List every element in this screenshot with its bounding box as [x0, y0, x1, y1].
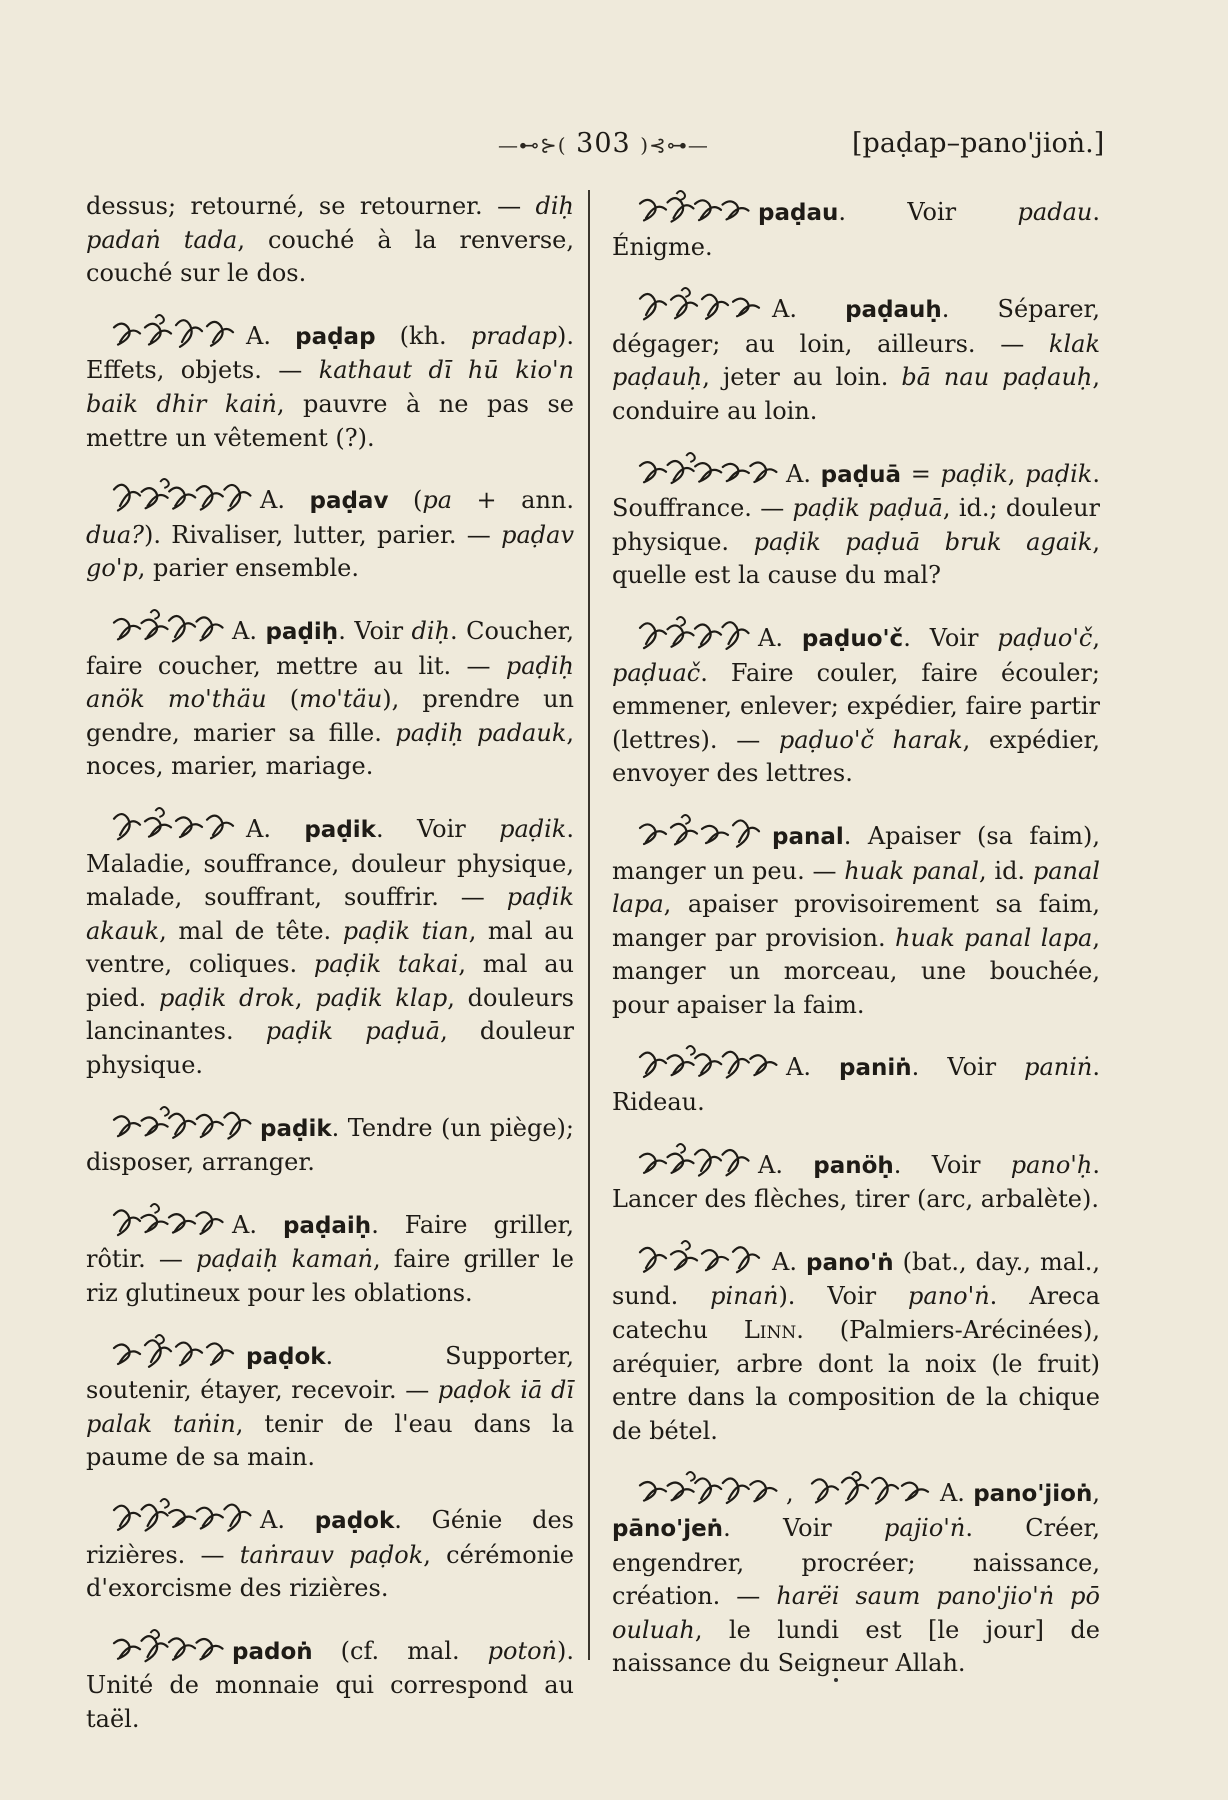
continued-entry	[86, 190, 574, 291]
definition-text: ,	[294, 983, 316, 1012]
dictionary-entry	[612, 190, 1100, 264]
cham-script-padap-icon	[112, 314, 236, 348]
example-phrase: mo'täu	[299, 685, 383, 714]
cham-script-padau-icon	[638, 190, 748, 224]
definition-text: A.	[786, 1053, 840, 1082]
example-phrase: paḍik paḍuā	[792, 494, 943, 523]
example-phrase: pinaṅ	[710, 1282, 779, 1311]
headword: paḍau	[758, 200, 839, 226]
headword: panöḥ	[813, 1152, 894, 1179]
cham-script-panojen-icon	[810, 1471, 930, 1505]
example-phrase: diḥ padaṅ tada	[86, 192, 574, 254]
definition-text: =	[901, 459, 941, 488]
headword: pano'ṅ	[806, 1249, 894, 1276]
author-abbrev: Linn.	[743, 1316, 804, 1345]
example-phrase: paḍik tian	[342, 916, 469, 945]
definition-text: ,	[1092, 1479, 1100, 1508]
dictionary-entry	[612, 452, 1100, 593]
definition-text: , id.	[978, 856, 1033, 885]
definition-text: ). Unité de monnaie qui correspond au taël.	[86, 1636, 574, 1733]
example-phrase: pano'ḥ	[1010, 1150, 1093, 1179]
example-phrase: paḍik	[499, 814, 567, 843]
definition-text: ), prendre un gendre, marier sa fille.	[86, 685, 574, 747]
definition-text: . Voir	[838, 198, 1018, 226]
definition-text: , manger un morceau, une bouchée, pour apaiser la faim.	[612, 923, 1101, 1019]
definition-text: . Souffrance. —	[612, 459, 1100, 523]
dictionary-entry	[612, 287, 1100, 428]
dictionary-entry	[86, 1498, 574, 1606]
dictionary-entry	[612, 1143, 1100, 1217]
definition-text: , couché à la renverse, couché sur le dos.	[86, 225, 575, 288]
example-phrase: padau	[1017, 198, 1093, 226]
definition-text: . Voir	[911, 1053, 1025, 1082]
definition-text: , parier ensemble.	[137, 554, 359, 583]
headword: paḍuo'č	[801, 625, 904, 652]
example-phrase: paḍik klap	[315, 983, 448, 1012]
ink-speck	[834, 1678, 838, 1682]
headword: paḍok	[246, 1343, 326, 1370]
example-phrase: huak panal	[844, 856, 979, 885]
headword: paḍap	[295, 323, 376, 350]
definition-text: , conduire au loin.	[612, 363, 1100, 425]
headword: pano'jioṅ	[973, 1481, 1093, 1508]
definition-text: . Génie des rizières. —	[86, 1506, 574, 1569]
definition-text: , mal au pied.	[86, 950, 574, 1012]
dictionary-entry	[86, 478, 574, 586]
example-phrase: paḍiḥ padauk	[395, 718, 567, 747]
definition-text: A.	[772, 295, 846, 324]
definition-text: A.	[758, 623, 802, 652]
example-phrase: paḍik	[1025, 459, 1093, 488]
definition-text: , mal au ventre, coliques.	[86, 916, 574, 979]
definition-text: A.	[758, 1150, 814, 1179]
definition-text: . Voir	[893, 1150, 1011, 1179]
example-phrase: diḥ	[411, 616, 451, 645]
definition-text: . Séparer, dégager; au loin, ailleurs. —	[612, 295, 1100, 358]
cham-script-paduoc-icon	[638, 616, 748, 650]
definition-text: , le lundi est [le jour] de naissance du Seigneur Allah.	[612, 1615, 1100, 1678]
definition-text: , id.; douleur physique.	[612, 494, 1101, 556]
left-column	[86, 190, 574, 1760]
definition-text: , faire griller le riz glutineux pour les oblations.	[86, 1245, 575, 1308]
right-column	[612, 190, 1100, 1704]
cham-script-padih-icon	[112, 609, 222, 643]
example-phrase: harëi saum pano'jio'ṅ pō ouluah	[612, 1582, 1100, 1644]
example-phrase: paḍik paḍuā	[265, 1017, 441, 1046]
definition-text: , mal de tête.	[159, 916, 343, 945]
example-phrase: taṅrauv paḍok	[239, 1540, 424, 1569]
dictionary-entry	[612, 1045, 1100, 1119]
headword: paḍik	[260, 1115, 332, 1142]
headword: panal	[772, 823, 844, 850]
dictionary-entry	[612, 1240, 1100, 1449]
definition-text: A.	[232, 616, 266, 645]
definition-text: . Maladie, souffrance, douleur physique, malade, souffrant, souffrir. —	[86, 814, 574, 912]
headword: paḍik	[304, 816, 376, 843]
definition-text: . Énigme.	[612, 198, 1100, 261]
example-phrase: klak paḍauḥ	[612, 329, 1100, 392]
example-phrase: paḍok iā dī palak taṅin	[86, 1376, 574, 1438]
dictionary-entry	[86, 314, 574, 455]
example-phrase: pa	[422, 486, 453, 515]
example-phrase: paḍaiḥ kamaṅ	[196, 1245, 373, 1274]
definition-text: . Créer, engendrer, procréer; naissance, création. —	[612, 1514, 1100, 1611]
definition-text: , cérémonie d'exorcisme des rizières.	[86, 1540, 574, 1603]
cham-script-padik2-icon	[112, 1106, 250, 1140]
cham-script-panon-icon	[638, 1240, 762, 1274]
dictionary-entry	[86, 1629, 574, 1737]
definition-text: . Voir	[375, 814, 500, 843]
cham-script-padauh-icon	[638, 287, 762, 321]
definition-text: , expédier, envoyer des lettres.	[612, 725, 1100, 788]
headword: paḍuā	[820, 461, 901, 488]
example-phrase: paḍik paḍuā bruk agaik	[753, 527, 1093, 556]
example-phrase: paḍik takai	[313, 950, 459, 979]
cham-script-panojion-icon	[638, 1471, 776, 1505]
cham-script-padik-icon	[112, 807, 236, 841]
definition-text: (cf. mal.	[312, 1636, 488, 1665]
dictionary-entry	[86, 1203, 574, 1311]
definition-text: (	[266, 685, 300, 714]
example-phrase: pano'ṅ	[908, 1282, 990, 1311]
cham-script-padon-icon	[112, 1629, 222, 1663]
cham-script-padaih-icon	[112, 1203, 222, 1237]
cham-script-padav-icon	[112, 478, 250, 512]
definition-text: . Apaiser (sa faim), manger un peu. —	[612, 821, 1100, 885]
example-phrase: paḍuo'č harak	[778, 725, 963, 754]
definition-text: , apaiser provisoirement sa faim, manger par provision.	[612, 890, 1100, 952]
example-phrase: kathaut dī hū kio'n baik dhir kaiṅ	[86, 356, 574, 418]
headword: padoṅ	[232, 1638, 313, 1665]
definition-text: A.	[772, 1247, 807, 1276]
definition-text: A.	[246, 814, 305, 843]
example-phrase: paḍav go'p	[86, 520, 574, 583]
cham-script-panin-icon	[638, 1045, 776, 1079]
definition-text: ,	[1092, 623, 1100, 652]
definition-text: . Rideau.	[612, 1053, 1100, 1117]
definition-text: A.	[786, 459, 821, 488]
definition-text: dessus; retourné, se retourner. —	[86, 192, 536, 220]
definition-text: A.	[260, 486, 310, 515]
ornament-left: —⊷⊱(	[498, 133, 567, 157]
cham-script-padua-icon	[638, 452, 776, 486]
cham-script-padok2-icon	[112, 1498, 250, 1532]
definition-text: . Voir	[338, 616, 412, 645]
dictionary-entry	[86, 1106, 574, 1180]
definition-text: ). Rivaliser, lutter, parier. —	[144, 520, 502, 549]
definition-text: + ann.	[452, 486, 575, 515]
cham-script-panal-icon	[638, 814, 762, 848]
definition-text: A.	[246, 321, 296, 350]
definition-text: . Areca catechu	[612, 1282, 1100, 1345]
definition-text: ). Voir	[778, 1282, 909, 1311]
example-phrase: pajio'ṅ	[884, 1514, 966, 1542]
definition-text: , douleurs lancinantes.	[86, 983, 574, 1046]
definition-text: . Voir	[723, 1514, 885, 1542]
headword: paḍav	[309, 488, 389, 515]
definition-text: , tenir de l'eau dans la paume de sa main.	[86, 1409, 574, 1472]
definition-text: A.	[260, 1506, 315, 1534]
headword: pāno'jeṅ	[612, 1516, 724, 1542]
example-phrase: potoṅ	[487, 1636, 557, 1665]
definition-text: , quelle est la cause du mal?	[612, 527, 1100, 590]
definition-text: , douleur physique.	[86, 1017, 575, 1080]
headword: paḍok	[314, 1508, 395, 1534]
definition-text: . Lancer des flèches, tirer (arc, arbalète).	[612, 1150, 1100, 1214]
definition-text: . Coucher, faire coucher, mettre au lit. —	[86, 616, 575, 680]
page-number-line	[498, 128, 709, 159]
cham-script-padok-icon	[112, 1334, 236, 1368]
definition-text: . Voir	[903, 623, 998, 652]
definition-text: , noces, marier, mariage.	[86, 718, 574, 781]
definition-text: , pauvre à ne pas se mettre un vêtement (?).	[86, 389, 574, 452]
page-number: 303	[576, 128, 631, 159]
column-divider	[588, 190, 590, 1660]
ornament-right: )⊰⊶—	[640, 133, 709, 157]
example-phrase: huak panal lapa	[895, 923, 1093, 952]
example-phrase: paḍik	[940, 459, 1008, 488]
headword: paḍaiḥ	[282, 1212, 372, 1239]
definition-text: (bat., day., mal., sund.	[612, 1247, 1100, 1311]
example-phrase: paḍuo'č	[997, 623, 1093, 652]
definition-text: (Palmiers-Arécinées), aréquier, arbre dont la noix (le fruit) entre dans la composition de la chique de bétel.	[612, 1316, 1100, 1445]
dictionary-entry	[86, 609, 574, 784]
definition-text: ,	[1007, 459, 1026, 488]
example-phrase: paḍuač	[612, 658, 701, 687]
example-phrase: bā nau paḍauḥ	[901, 363, 1093, 392]
definition-text: ,	[786, 1479, 802, 1508]
page-header	[0, 128, 1228, 168]
definition-text: A.	[232, 1210, 283, 1239]
definition-text: , jeter au loin.	[702, 363, 902, 392]
dictionary-entry	[612, 616, 1100, 791]
definition-text: A.	[939, 1479, 974, 1508]
dictionary-entry	[612, 814, 1100, 1023]
dictionary-entry	[612, 1471, 1100, 1681]
cham-script-panoh-icon	[638, 1143, 748, 1177]
headword: paḍauḥ	[845, 297, 942, 324]
example-phrase: paniṅ	[1024, 1053, 1093, 1082]
running-head: [paḍap–pano'jioṅ.]	[852, 128, 1105, 159]
example-phrase: pradap	[470, 321, 558, 350]
definition-text: . Tendre (un piège); disposer, arranger.	[86, 1113, 574, 1177]
definition-text: . Faire griller, rôtir. —	[86, 1210, 574, 1274]
dictionary-entry	[86, 807, 574, 1083]
definition-text: (kh.	[375, 321, 471, 350]
example-phrase: paḍiḥ anök mo'thäu	[86, 651, 574, 714]
example-phrase: paḍik drok	[159, 983, 295, 1012]
definition-text: (	[388, 486, 423, 515]
headword: paḍiḥ	[265, 618, 339, 645]
dictionary-entry	[86, 1334, 574, 1475]
example-phrase: dua?	[86, 520, 144, 549]
definition-text: ). Effets, objets. —	[86, 321, 575, 385]
headword: paniṅ	[839, 1055, 912, 1082]
example-phrase: panal lapa	[612, 856, 1100, 919]
definition-text: . Supporter, soutenir, étayer, recevoir. —	[86, 1341, 574, 1405]
example-phrase: paḍik akauk	[86, 883, 574, 945]
definition-text: . Faire couler, faire écouler; emmener, enlever; expédier, faire partir (lettres). —	[612, 658, 1100, 754]
